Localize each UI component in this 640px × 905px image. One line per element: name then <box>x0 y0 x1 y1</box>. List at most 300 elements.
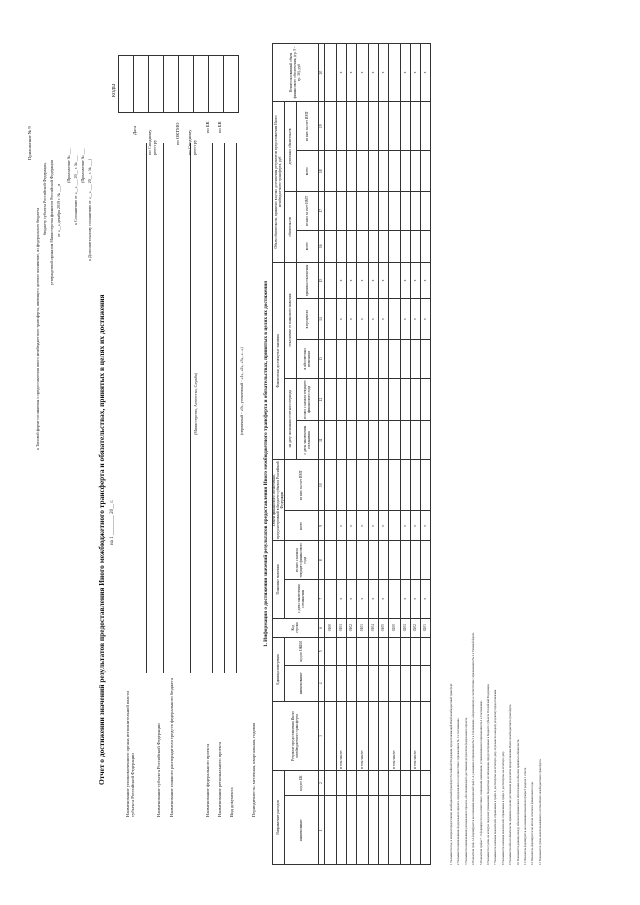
appendix-number: Приложение № 9 <box>27 126 32 160</box>
th-dir-code: код по БК <box>285 770 319 796</box>
table-cell <box>357 665 369 701</box>
table-cell <box>325 579 337 618</box>
appendix-line-7: (Приложение № ___ <box>80 148 85 183</box>
th-actual-date: на дату окончания отчетного периода <box>285 378 297 459</box>
col-number: 8 <box>319 541 325 580</box>
table-cell <box>325 339 337 378</box>
field-authority: Наименование уполномоченного органа исполнительной власти субъекта Российской Федерации <box>125 691 135 817</box>
table-cell <box>369 702 379 771</box>
table-cell <box>357 339 369 378</box>
table-cell: x <box>421 44 431 102</box>
table-cell <box>347 541 357 580</box>
table-cell <box>347 151 357 192</box>
table-cell: 0105 <box>379 618 389 637</box>
table-cell: x <box>369 511 379 541</box>
th-act-since: с даты заключения соглашения <box>297 421 319 460</box>
footnote: 10 Указывается разница между объемом финансового обеспечения и объемом принятых обязательств. <box>515 739 520 865</box>
table-cell: 0202 <box>411 618 421 637</box>
th-unit-code: код по ОКЕИ <box>285 637 319 665</box>
table-cell: x <box>379 44 389 102</box>
table-cell <box>325 299 337 340</box>
table-cell <box>379 702 389 771</box>
table-cell: в том числе: <box>411 702 421 771</box>
table-cell <box>401 339 411 378</box>
table-cell <box>325 702 337 771</box>
table-cell <box>325 770 337 796</box>
table-cell <box>357 230 369 262</box>
code-label-bk-2: по БК <box>217 121 222 133</box>
col-number: 14 <box>319 299 325 340</box>
table-cell <box>325 796 337 865</box>
table-cell <box>347 230 357 262</box>
table-cell: в том числе: <box>337 702 347 771</box>
table-cell <box>389 102 401 151</box>
table-cell: 0203 <box>421 618 431 637</box>
footnote: 5 Показатели графы 7 - 9 формируются в соответствии с плановыми значениями, установленными в приложении № 2 к Соглашению. <box>478 700 483 865</box>
field-budget-manager: Наименование главного распорядителя средств федерального бюджета <box>169 677 174 817</box>
table-cell <box>357 637 369 665</box>
table-cell <box>421 665 431 701</box>
th-money-obl: денежных обязательств <box>285 102 297 192</box>
footnote: 12 Показатель формируется по итогам отчетного финансового года. <box>530 781 535 865</box>
periodicity: Периодичность: месячная, квартальная, годовая <box>251 722 256 817</box>
table-row <box>389 44 401 865</box>
table-cell: x <box>411 299 421 340</box>
table-cell: в том числе: <box>357 702 369 771</box>
table-cell <box>379 421 389 460</box>
table-cell <box>325 262 337 299</box>
table-cell <box>421 378 431 421</box>
footnote: 7 Указываются значения показателей, отраженных в графе 4, достигнутые на отчетную дату, отдельно по каждому результату предоставления. <box>493 689 498 865</box>
field-region-line <box>163 143 164 673</box>
col-number: 17 <box>319 192 325 231</box>
appendix-line-2: бюджету субъекта Российской Федерации, <box>42 162 47 235</box>
table-cell: x <box>401 262 411 299</box>
table-cell <box>421 796 431 865</box>
table-cell <box>379 665 389 701</box>
table-cell: x <box>347 44 357 102</box>
table-cell <box>337 459 347 510</box>
table-cell: x <box>347 262 357 299</box>
table-cell <box>325 102 337 151</box>
col-number: 16 <box>319 230 325 262</box>
table-cell <box>401 102 411 151</box>
table-cell <box>389 637 401 665</box>
col-number: 9 <box>319 511 325 541</box>
table-cell <box>401 702 411 771</box>
table-cell <box>401 151 411 192</box>
table-cell: 0103 <box>357 618 369 637</box>
table-cell <box>379 192 389 231</box>
code-cell <box>224 56 239 113</box>
codes-header: КОДЫ <box>111 83 116 97</box>
table-cell: x <box>357 579 369 618</box>
table-cell: x <box>421 262 431 299</box>
table-row <box>411 44 421 865</box>
table-cell <box>337 378 347 421</box>
table-cell: x <box>347 511 357 541</box>
table-cell <box>389 579 401 618</box>
table-cell: x <box>369 299 379 340</box>
col-number: 13 <box>319 339 325 378</box>
report-date: на 1 ________ 20__ г. <box>110 499 115 545</box>
table-cell: x <box>421 579 431 618</box>
table-cell <box>421 102 431 151</box>
table-cell <box>411 192 421 231</box>
th-obl-total: всего <box>297 230 319 262</box>
table-cell: 0104 <box>369 618 379 637</box>
table-cell <box>337 541 347 580</box>
table-cell <box>369 770 379 796</box>
footnote: 3 Указывается наименование регионального проекта, обеспечивающего достижение результатов федерального проекта. <box>463 717 468 865</box>
table-cell <box>347 702 357 771</box>
doc-type-hint: (первичный - «0», уточненный - «1», «2», «3», «...») <box>239 347 244 435</box>
col-number: 5 <box>319 637 325 665</box>
table-cell: x <box>337 262 347 299</box>
table-cell <box>337 770 347 796</box>
table-row <box>401 44 411 865</box>
table-cell: x <box>347 579 357 618</box>
table-cell: x <box>401 299 411 340</box>
col-number: 11 <box>319 421 325 460</box>
th-mon-imt: из них за счет ИМТ <box>297 102 319 151</box>
table-cell: x <box>337 44 347 102</box>
code-label-registry: по Сводному реестру <box>147 129 157 155</box>
table-cell <box>421 339 431 378</box>
table-cell <box>421 192 431 231</box>
appendix-line-8: к Дополнительному соглашению от «__» ___ 20__ г. № ___) <box>87 158 92 261</box>
table-cell <box>325 541 337 580</box>
table-cell <box>411 230 421 262</box>
footnote: 8 Указываются значения показателей, отраженных в графе 3, достигнутые на отчетную дату. <box>500 750 505 865</box>
table-cell <box>379 796 389 865</box>
table-cell <box>421 637 431 665</box>
table-cell <box>401 665 411 701</box>
table-cell <box>421 541 431 580</box>
code-label-registry-2: по Сводному реестру <box>187 129 197 155</box>
table-cell <box>389 44 401 102</box>
table-cell <box>325 192 337 231</box>
code-label-date: Дата <box>132 125 137 135</box>
results-table <box>272 43 431 865</box>
table-cell <box>421 421 431 460</box>
table-cell <box>357 541 369 580</box>
table-cell <box>347 796 357 865</box>
table-cell <box>325 665 337 701</box>
table-row <box>369 44 379 865</box>
table-row <box>347 44 357 865</box>
table-cell <box>411 421 421 460</box>
table-cell: 0200 <box>389 618 401 637</box>
table-cell <box>369 665 379 701</box>
table-row <box>325 44 337 865</box>
table-cell <box>357 796 369 865</box>
table-cell <box>379 339 389 378</box>
table-cell <box>389 541 401 580</box>
th-mon-total: всего <box>297 151 319 192</box>
th-act-year: из них с начала текущего финансового года <box>297 378 319 421</box>
table-cell <box>411 378 421 421</box>
table-row <box>379 44 389 865</box>
col-number: 1 <box>319 796 325 865</box>
th-plan-since: с даты заключения соглашения <box>285 579 319 618</box>
table-cell <box>379 151 389 192</box>
table-row <box>357 44 369 865</box>
table-cell <box>357 151 369 192</box>
table-cell <box>325 421 337 460</box>
table-cell: x <box>337 511 347 541</box>
th-plan-year: из них с начала текущего финансового года <box>285 541 319 580</box>
table-cell: x <box>369 579 379 618</box>
table-cell <box>379 459 389 510</box>
table-cell <box>347 770 357 796</box>
table-cell <box>337 637 347 665</box>
table-cell <box>369 796 379 865</box>
table-cell <box>347 102 357 151</box>
footnote: 11 Показатель формируется на основании показателя графы 9 раздела 1 отчета. <box>523 767 527 865</box>
table-cell <box>379 637 389 665</box>
table-cell <box>421 151 431 192</box>
table-cell <box>389 151 401 192</box>
table-cell <box>411 665 421 701</box>
footnote: 6 Указывается сумма, на которую подлежат уменьшению бюджетные ассигнования, предусмотренные в бюджете субъекта Российской Федерации. <box>486 683 490 865</box>
table-cell <box>325 459 337 510</box>
table-cell <box>389 378 401 421</box>
table-body <box>325 44 431 865</box>
appendix-line-5: (Приложение № ___ <box>66 148 71 183</box>
col-number: 12 <box>319 378 325 421</box>
table-cell: x <box>379 511 389 541</box>
col-number: 7 <box>319 579 325 618</box>
table-cell: x <box>379 299 389 340</box>
ministry-hint: (Министерство, Агентство, Служба) <box>193 372 198 435</box>
table-cell: 0201 <box>401 618 411 637</box>
th-unit-name: наименование <box>285 665 319 701</box>
table-cell: 0102 <box>347 618 357 637</box>
table-cell: x <box>411 511 421 541</box>
table-cell <box>337 102 347 151</box>
th-fin-imt: из них за счет ИМТ <box>285 459 319 510</box>
table-cell <box>347 192 357 231</box>
table-cell <box>389 421 401 460</box>
table-cell <box>411 637 421 665</box>
field-region: Наименование субъекта Российской Федерации <box>156 723 161 817</box>
th-dir-name: наименование <box>285 796 319 865</box>
col-number: 10 <box>319 459 325 510</box>
footnote: 4 Показатели граф 1-4 формируются на основании показателей граф 1-4, указанных в приложении № 2 к Соглашению, оформленному в соответствии с приложением № 2 к Типовой форме. <box>471 632 476 865</box>
table-cell <box>357 770 369 796</box>
col-number: 20 <box>319 44 325 102</box>
code-cell <box>194 56 209 113</box>
code-cell <box>179 56 194 113</box>
table-cell <box>369 421 379 460</box>
table-cell: x <box>337 579 347 618</box>
appendix-line-1: к Типовой форме соглашения о предоставлении иного межбюджетного трансферта, имеющего целевое назначение, из федерального бюджета <box>35 207 40 450</box>
th-dev-reason: причина отклонения <box>297 262 319 299</box>
col-number: 2 <box>319 770 325 796</box>
field-federal-project: Наименование федерального проекта <box>205 743 210 817</box>
table-cell <box>421 770 431 796</box>
th-actual: Фактически достигнутые значения <box>273 262 285 459</box>
table-cell: x <box>379 262 389 299</box>
th-dev-pct: в процентах <box>297 299 319 340</box>
table-cell <box>347 421 357 460</box>
table-cell <box>389 299 401 340</box>
field-budget-manager-line <box>190 143 191 673</box>
table-cell <box>337 230 347 262</box>
col-number: 18 <box>319 151 325 192</box>
table-cell <box>411 459 421 510</box>
table-cell <box>411 541 421 580</box>
table-cell: x <box>421 299 431 340</box>
table-cell <box>389 665 401 701</box>
field-doc-type: Вид документа <box>229 787 234 817</box>
table-cell: 0101 <box>337 618 347 637</box>
field-authority-line <box>146 143 147 673</box>
table-cell <box>347 339 357 378</box>
table-cell <box>401 378 411 421</box>
field-regional-project-line <box>224 143 225 673</box>
th-fin-total: всего <box>285 511 319 541</box>
table-cell <box>411 151 421 192</box>
table-cell <box>325 151 337 192</box>
th-direction: Направление расходов <box>273 770 285 864</box>
table-cell: x <box>411 262 421 299</box>
field-regional-project: Наименование регионального проекта <box>217 741 222 817</box>
table-cell: 0100 <box>325 618 337 637</box>
table-cell <box>389 770 401 796</box>
table-cell <box>347 637 357 665</box>
th-obl: обязательств <box>285 192 297 263</box>
table-cell <box>347 665 357 701</box>
field-doc-type-line <box>236 143 237 673</box>
table-cell: x <box>421 511 431 541</box>
field-federal-project-line <box>212 143 213 673</box>
table-cell: x <box>357 262 369 299</box>
th-unused: Неиспользованный объем финансового обеспечения, (гр. 9 - гр. 16), руб <box>273 44 319 102</box>
table-cell <box>337 665 347 701</box>
table-cell <box>369 151 379 192</box>
table-cell <box>325 44 337 102</box>
table-cell <box>357 421 369 460</box>
table-cell <box>379 102 389 151</box>
table-cell <box>347 378 357 421</box>
table-cell <box>369 459 379 510</box>
appendix-line-4: от «__» декабря 2019 г. № ___н <box>56 183 61 237</box>
table-cell <box>401 770 411 796</box>
table-cell <box>411 102 421 151</box>
code-cell <box>134 56 149 113</box>
th-obligations: Объем обязательств, принятых в целях достижения результатов предоставления Иного межбюджетного трансферта, руб <box>273 102 285 263</box>
table-cell <box>337 421 347 460</box>
table-cell <box>411 796 421 865</box>
table-cell <box>325 511 337 541</box>
col-number: 6 <box>319 618 325 637</box>
table-cell <box>369 339 379 378</box>
table-cell: x <box>357 44 369 102</box>
code-cell <box>209 56 224 113</box>
table-cell <box>401 192 411 231</box>
appendix-line-3: утвержденной приказом Министерства финансов Российской Федерации <box>49 160 54 285</box>
codes-box <box>118 55 239 113</box>
table-cell <box>389 192 401 231</box>
table-cell <box>337 192 347 231</box>
table-cell <box>337 339 347 378</box>
th-unit: Единица измерения <box>273 637 285 701</box>
table-cell <box>357 102 369 151</box>
th-planned: Плановые значения <box>273 541 285 618</box>
table-cell <box>389 262 401 299</box>
table-cell: x <box>357 299 369 340</box>
table-cell <box>389 796 401 865</box>
table-cell: x <box>369 44 379 102</box>
table-cell <box>401 541 411 580</box>
table-cell: x <box>401 579 411 618</box>
table-cell <box>379 770 389 796</box>
table-cell <box>379 230 389 262</box>
table-cell <box>411 770 421 796</box>
table-cell <box>369 230 379 262</box>
table-cell <box>369 637 379 665</box>
table-cell <box>389 339 401 378</box>
section-title: 1. Информация о достижении значений результатов предоставления Иного межбюджетного трансферта и обязательствах, принятых в целях их достижения <box>263 281 269 647</box>
table-cell <box>411 339 421 378</box>
table-cell <box>369 378 379 421</box>
table-cell <box>401 230 411 262</box>
table-cell <box>389 511 401 541</box>
table-cell <box>401 459 411 510</box>
table-cell <box>421 702 431 771</box>
col-number: 3 <box>319 702 325 771</box>
table-cell: x <box>379 579 389 618</box>
col-number: 4 <box>319 665 325 701</box>
table-row <box>337 44 347 865</box>
table-cell <box>389 230 401 262</box>
appendix-line-6: к Соглашению от «__» ___ 20__ г. № ___ <box>73 155 78 225</box>
table-cell <box>369 102 379 151</box>
footnote: 1 Указывается год, в котором предоставлен межбюджетный трансферт Российской Федерации, предоставляющий Иной межбюджетный трансферт. <box>449 683 453 865</box>
table-cell <box>337 151 347 192</box>
table-cell: x <box>411 44 421 102</box>
th-deviation: отклонение от планового значения <box>285 262 297 378</box>
table-cell <box>421 459 431 510</box>
table-cell: x <box>357 511 369 541</box>
footnote: 2 Указывается наименование федерального проекта, определяемого в соответствии с приложением № 1 к Соглашению. <box>456 717 461 865</box>
footnote: 9 Указывается объем обязательств, принятых в целях достижения результатов предоставления Иного межбюджетного трансферта. <box>508 704 513 865</box>
table-cell <box>337 796 347 865</box>
table-cell: x <box>337 299 347 340</box>
table-cell: x <box>401 44 411 102</box>
th-financing: Объем финансового обеспечения, предусмотренный в бюджете субъекта Российской Федерации <box>272 461 284 539</box>
table-cell <box>401 637 411 665</box>
code-label-oktmo: по ОКТМО <box>175 122 180 145</box>
table-cell <box>357 378 369 421</box>
table-cell: x <box>347 299 357 340</box>
col-number: 19 <box>319 102 325 151</box>
table-cell <box>421 230 431 262</box>
table-cell: x <box>369 262 379 299</box>
table-cell <box>325 230 337 262</box>
footnote: 13 Указывается сумма неиспользованного остатка Иного межбюджетного трансферта. <box>537 758 542 865</box>
table-cell <box>357 459 369 510</box>
th-obl-imt: из них за счет ИМТ <box>297 192 319 231</box>
table-cell <box>369 192 379 231</box>
th-dev-abs: в абсолютных величинах <box>297 339 319 378</box>
table-cell <box>379 541 389 580</box>
code-cell <box>164 56 179 113</box>
table-cell <box>401 796 411 865</box>
table-cell <box>325 637 337 665</box>
